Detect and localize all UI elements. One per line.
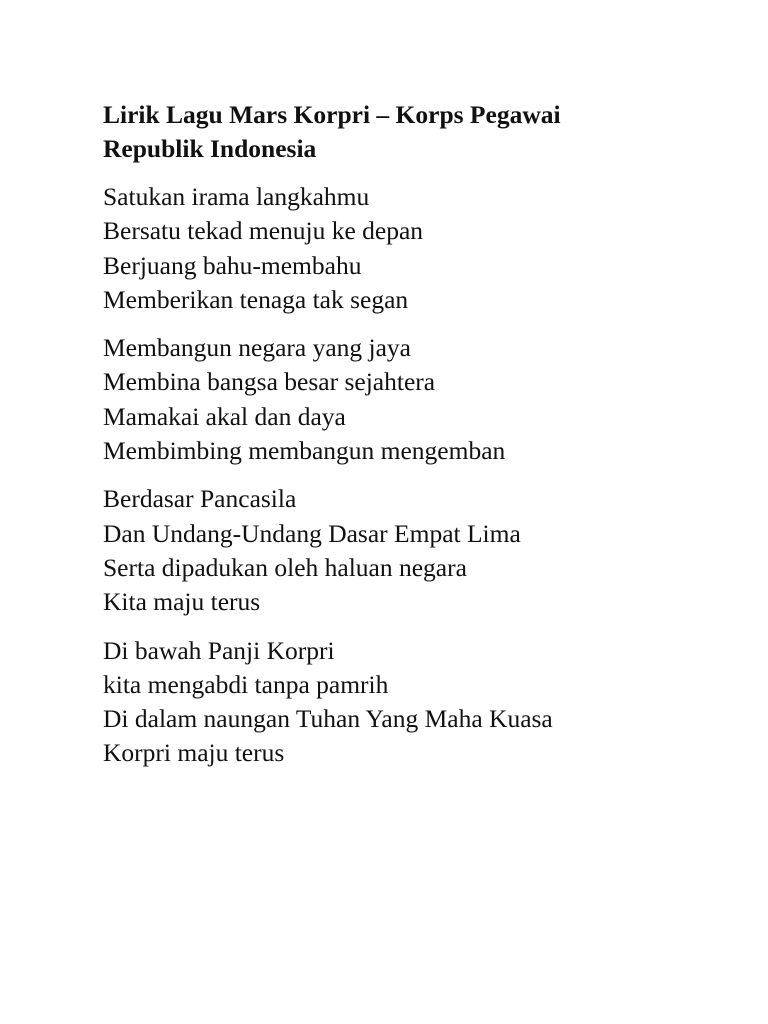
stanza-4 (103, 634, 703, 771)
lyric-line: Memberikan tenaga tak segan (103, 284, 409, 314)
lyric-line: Di dalam naungan Tuhan Yang Maha Kuasa (103, 704, 553, 734)
lyric-line: Korpri maju terus (103, 738, 285, 768)
stanza-2 (103, 331, 703, 468)
lyric-line: Dan Undang-Undang Dasar Empat Lima (103, 518, 521, 548)
lyric-line: Di bawah Panji Korpri (103, 635, 335, 665)
lyric-line: Satukan irama langkahmu (103, 182, 370, 211)
lyric-line: Bersatu tekad menuju ke depan (103, 216, 424, 246)
title-line-2: Republik Indonesia (103, 134, 317, 163)
document-title (103, 98, 703, 166)
lyric-line: Membangun negara yang jaya (103, 333, 412, 363)
lyric-line: Membimbing membangun mengemban (103, 436, 506, 466)
title-line-1: Lirik Lagu Mars Korpri – Korps Pegawai (103, 100, 561, 129)
lyric-line: kita mengabdi tanpa pamrih (103, 669, 389, 699)
stanza-3 (103, 482, 703, 619)
lyric-line: Membina bangsa besar sejahtera (103, 367, 436, 397)
document-page (103, 98, 703, 785)
lyric-line: Mamakai akal dan daya (103, 401, 346, 431)
stanza-1 (103, 180, 703, 317)
lyric-line: Berdasar Pancasila (103, 484, 297, 514)
lyric-line: Serta dipadukan oleh haluan negara (103, 552, 467, 582)
lyric-line: Kita maju terus (103, 587, 261, 617)
lyric-line: Berjuang bahu-membahu (103, 250, 362, 280)
